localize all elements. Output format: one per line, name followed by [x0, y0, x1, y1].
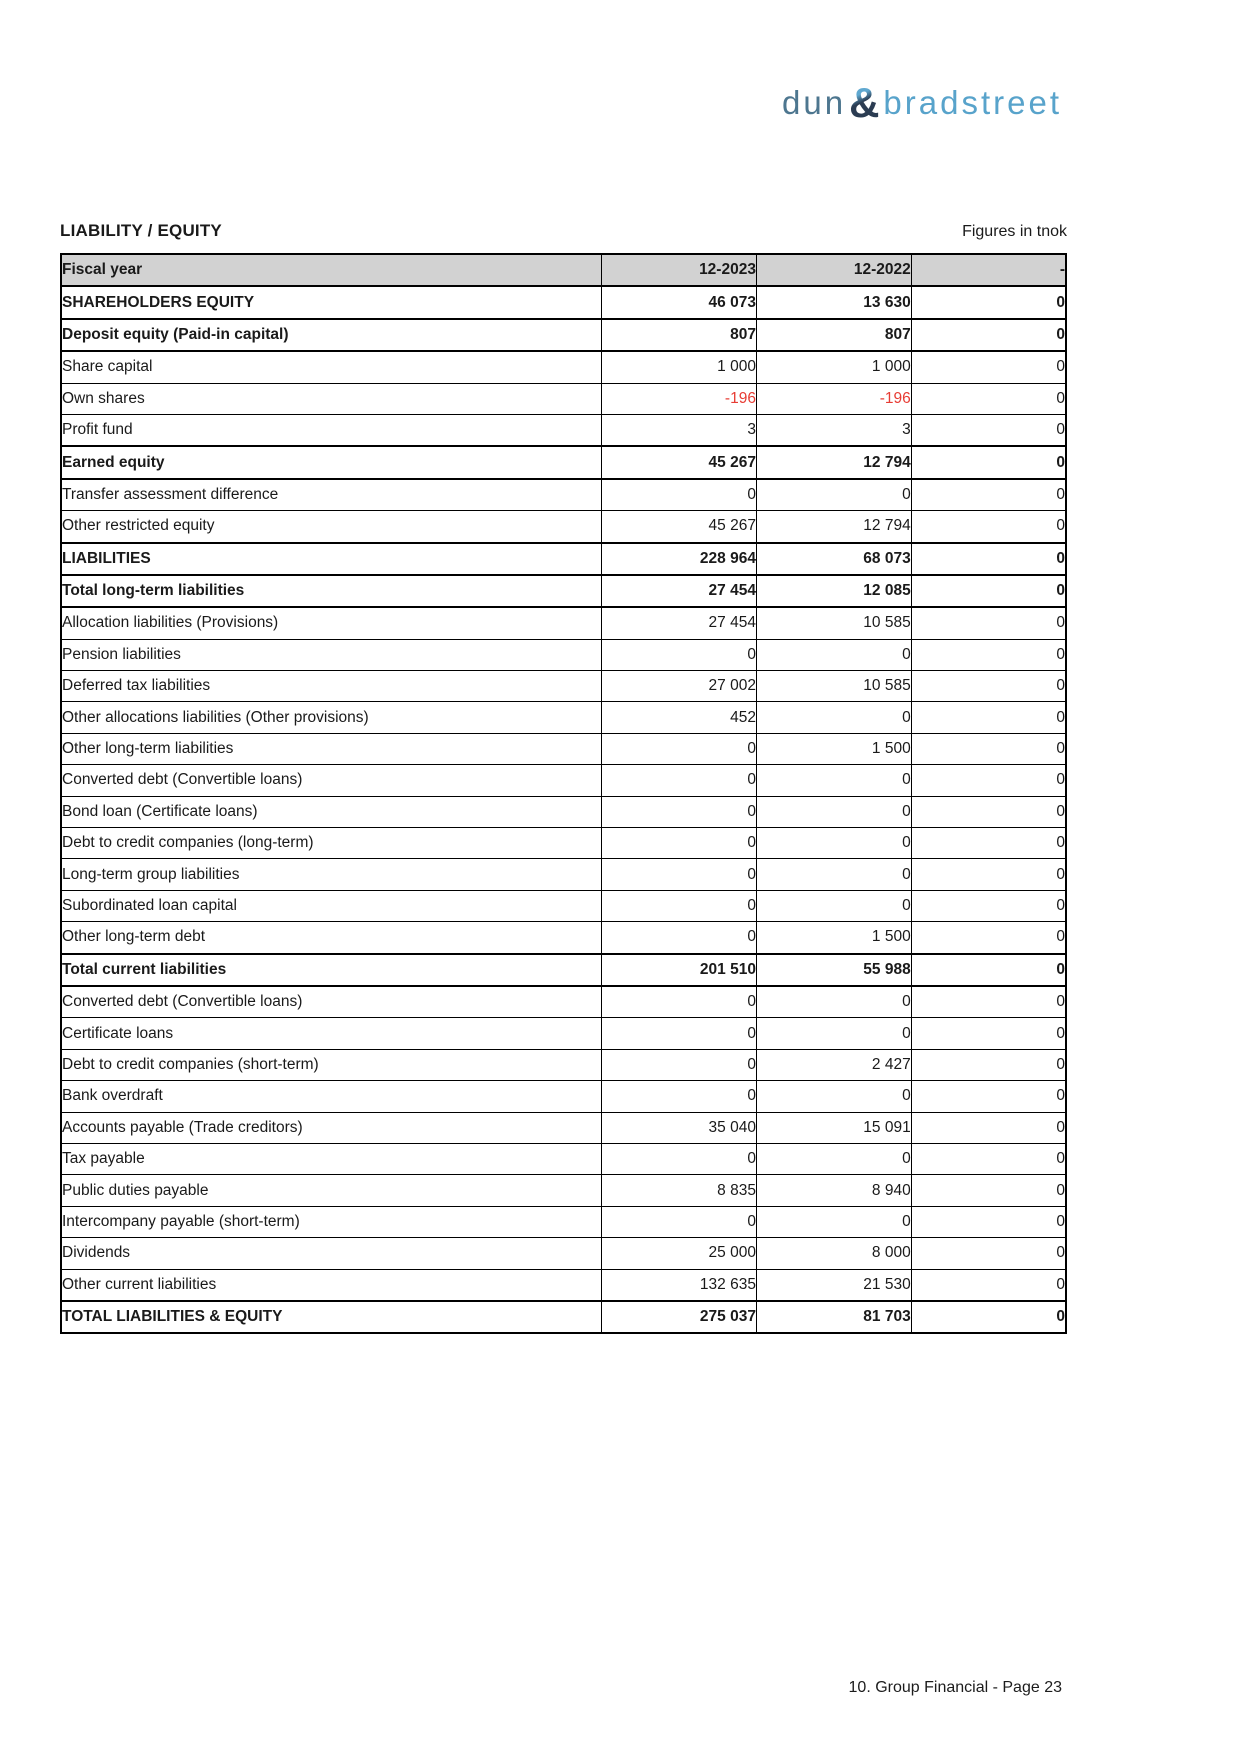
value-cell: 27 002: [602, 671, 757, 702]
column-header-fiscal-year: Fiscal year: [61, 254, 602, 286]
value-cell: 0: [756, 479, 911, 511]
column-header-12-2023: 12-2023: [602, 254, 757, 286]
value-cell: 0: [911, 1143, 1066, 1174]
value-cell: 0: [602, 922, 757, 954]
table-row: [61, 922, 1066, 954]
value-cell: 0: [602, 828, 757, 859]
value-cell: 35 040: [602, 1112, 757, 1143]
value-cell: 8 835: [602, 1175, 757, 1206]
value-cell: 0: [911, 414, 1066, 446]
value-cell: 0: [911, 1018, 1066, 1049]
table-row: [61, 607, 1066, 639]
value-cell: 0: [911, 607, 1066, 639]
figures-unit-note: Figures in tnok: [962, 223, 1067, 240]
table-row: [61, 511, 1066, 543]
liability-equity-table: [60, 253, 1067, 1334]
value-cell: 68 073: [756, 543, 911, 575]
value-cell: 0: [756, 986, 911, 1018]
value-cell: 12 794: [756, 446, 911, 478]
value-cell: 0: [911, 286, 1066, 318]
row-label: LIABILITIES: [61, 543, 602, 575]
value-cell: 8 940: [756, 1175, 911, 1206]
logo-text-dun: dun: [782, 84, 847, 121]
page-footer-label: 10. Group Financial - Page 23: [848, 1679, 1062, 1696]
value-cell: 0: [602, 1143, 757, 1174]
value-cell: 12 085: [756, 575, 911, 607]
value-cell: 0: [756, 859, 911, 890]
value-cell: 0: [602, 479, 757, 511]
table-row: [61, 1206, 1066, 1237]
value-cell: 0: [911, 954, 1066, 986]
row-label: Deposit equity (Paid-in capital): [61, 319, 602, 351]
table-row: [61, 1301, 1066, 1333]
column-header-dash: -: [911, 254, 1066, 286]
value-cell: 201 510: [602, 954, 757, 986]
value-cell: 3: [602, 414, 757, 446]
value-cell: 8 000: [756, 1238, 911, 1269]
table-row: [61, 765, 1066, 796]
value-cell: 0: [756, 1143, 911, 1174]
value-cell: 807: [756, 319, 911, 351]
row-label: Converted debt (Convertible loans): [61, 765, 602, 796]
value-cell: 0: [911, 986, 1066, 1018]
value-cell: 0: [911, 796, 1066, 827]
value-cell: 1 500: [756, 733, 911, 764]
value-cell: 1 000: [756, 351, 911, 383]
row-label: Public duties payable: [61, 1175, 602, 1206]
row-label: Earned equity: [61, 446, 602, 478]
value-cell: 27 454: [602, 607, 757, 639]
row-label: Long-term group liabilities: [61, 859, 602, 890]
value-cell: 45 267: [602, 511, 757, 543]
value-cell: 0: [911, 1238, 1066, 1269]
row-label: Bank overdraft: [61, 1081, 602, 1112]
table-header: [61, 254, 1066, 286]
value-cell: 0: [911, 828, 1066, 859]
table-row: [61, 1049, 1066, 1080]
table-row: [61, 1238, 1066, 1269]
row-label: Other long-term liabilities: [61, 733, 602, 764]
value-cell: 0: [602, 1081, 757, 1112]
value-cell: 807: [602, 319, 757, 351]
value-cell: 0: [911, 639, 1066, 670]
value-cell: 0: [911, 733, 1066, 764]
row-label: Certificate loans: [61, 1018, 602, 1049]
value-cell: 0: [602, 890, 757, 921]
table-row: [61, 828, 1066, 859]
table-row: [61, 1143, 1066, 1174]
value-cell: 12 794: [756, 511, 911, 543]
value-cell: 0: [756, 890, 911, 921]
row-label: Accounts payable (Trade creditors): [61, 1112, 602, 1143]
dun-bradstreet-logo: [782, 76, 1062, 124]
table-row: [61, 671, 1066, 702]
table-row: [61, 702, 1066, 733]
table-row: [61, 351, 1066, 383]
value-cell: 0: [756, 796, 911, 827]
row-label: Subordinated loan capital: [61, 890, 602, 921]
table-row: [61, 1112, 1066, 1143]
row-label: Tax payable: [61, 1143, 602, 1174]
value-cell: 13 630: [756, 286, 911, 318]
value-cell: 10 585: [756, 607, 911, 639]
row-label: Dividends: [61, 1238, 602, 1269]
value-cell: 452: [602, 702, 757, 733]
value-cell: 0: [756, 639, 911, 670]
row-label: SHAREHOLDERS EQUITY: [61, 286, 602, 318]
row-label: Other restricted equity: [61, 511, 602, 543]
table-row: [61, 479, 1066, 511]
value-cell: 1 500: [756, 922, 911, 954]
value-cell: 0: [756, 1018, 911, 1049]
value-cell: 275 037: [602, 1301, 757, 1333]
value-cell: 0: [911, 1301, 1066, 1333]
table-row: [61, 986, 1066, 1018]
row-label: Debt to credit companies (short-term): [61, 1049, 602, 1080]
row-label: Pension liabilities: [61, 639, 602, 670]
row-label: Other allocations liabilities (Other provisions): [61, 702, 602, 733]
value-cell: 0: [911, 543, 1066, 575]
value-cell: 0: [911, 671, 1066, 702]
value-cell: 81 703: [756, 1301, 911, 1333]
row-label: Total long-term liabilities: [61, 575, 602, 607]
value-cell: 10 585: [756, 671, 911, 702]
value-cell: 0: [602, 733, 757, 764]
table-row: [61, 954, 1066, 986]
row-label: Own shares: [61, 383, 602, 414]
row-label: Intercompany payable (short-term): [61, 1206, 602, 1237]
value-cell: 0: [911, 479, 1066, 511]
value-cell: 0: [602, 1206, 757, 1237]
table-body: [61, 286, 1066, 1333]
value-cell: 3: [756, 414, 911, 446]
value-cell: -196: [756, 383, 911, 414]
value-cell: 0: [911, 575, 1066, 607]
row-label: Allocation liabilities (Provisions): [61, 607, 602, 639]
value-cell: 0: [602, 986, 757, 1018]
row-label: Deferred tax liabilities: [61, 671, 602, 702]
value-cell: 0: [911, 1081, 1066, 1112]
value-cell: 0: [911, 319, 1066, 351]
value-cell: 0: [911, 351, 1066, 383]
value-cell: 0: [911, 922, 1066, 954]
page-title: LIABILITY / EQUITY: [60, 221, 222, 240]
value-cell: 0: [911, 511, 1066, 543]
value-cell: 0: [602, 639, 757, 670]
table-row: [61, 414, 1066, 446]
value-cell: 46 073: [602, 286, 757, 318]
value-cell: 0: [756, 765, 911, 796]
row-label: Bond loan (Certificate loans): [61, 796, 602, 827]
value-cell: 0: [911, 1175, 1066, 1206]
logo-ampersand-icon: &: [849, 79, 883, 126]
value-cell: 0: [911, 446, 1066, 478]
row-label: Converted debt (Convertible loans): [61, 986, 602, 1018]
row-label: Total current liabilities: [61, 954, 602, 986]
value-cell: 45 267: [602, 446, 757, 478]
value-cell: 0: [911, 1206, 1066, 1237]
value-cell: 0: [756, 1206, 911, 1237]
row-label: Other long-term debt: [61, 922, 602, 954]
title-line: [60, 221, 1067, 241]
value-cell: 0: [911, 383, 1066, 414]
value-cell: -196: [602, 383, 757, 414]
value-cell: 0: [911, 1112, 1066, 1143]
value-cell: 0: [756, 828, 911, 859]
value-cell: 0: [602, 859, 757, 890]
value-cell: 0: [756, 1081, 911, 1112]
row-label: TOTAL LIABILITIES & EQUITY: [61, 1301, 602, 1333]
value-cell: 0: [602, 765, 757, 796]
table-row: [61, 733, 1066, 764]
value-cell: 0: [602, 796, 757, 827]
value-cell: 132 635: [602, 1269, 757, 1301]
row-label: Other current liabilities: [61, 1269, 602, 1301]
row-label: Share capital: [61, 351, 602, 383]
value-cell: 0: [911, 1049, 1066, 1080]
table-row: [61, 1081, 1066, 1112]
value-cell: 0: [911, 765, 1066, 796]
value-cell: 0: [911, 1269, 1066, 1301]
value-cell: 27 454: [602, 575, 757, 607]
value-cell: 0: [756, 702, 911, 733]
row-label: Debt to credit companies (long-term): [61, 828, 602, 859]
value-cell: 0: [911, 890, 1066, 921]
value-cell: 0: [602, 1049, 757, 1080]
value-cell: 21 530: [756, 1269, 911, 1301]
value-cell: 0: [911, 859, 1066, 890]
value-cell: 2 427: [756, 1049, 911, 1080]
table-row: [61, 319, 1066, 351]
table-row: [61, 543, 1066, 575]
value-cell: 15 091: [756, 1112, 911, 1143]
row-label: Transfer assessment difference: [61, 479, 602, 511]
value-cell: 55 988: [756, 954, 911, 986]
table-row: [61, 1018, 1066, 1049]
table-row: [61, 383, 1066, 414]
value-cell: 228 964: [602, 543, 757, 575]
value-cell: 1 000: [602, 351, 757, 383]
table-row: [61, 446, 1066, 478]
table-row: [61, 575, 1066, 607]
table-row: [61, 796, 1066, 827]
table-row: [61, 1175, 1066, 1206]
table-row: [61, 1269, 1066, 1301]
value-cell: 0: [602, 1018, 757, 1049]
value-cell: 0: [911, 702, 1066, 733]
value-cell: 25 000: [602, 1238, 757, 1269]
table-header-row: [61, 254, 1066, 286]
logo-text-bradstreet: bradstreet: [883, 84, 1062, 121]
column-header-12-2022: 12-2022: [756, 254, 911, 286]
row-label: Profit fund: [61, 414, 602, 446]
table-row: [61, 890, 1066, 921]
table-row: [61, 639, 1066, 670]
table-row: [61, 286, 1066, 318]
table-row: [61, 859, 1066, 890]
